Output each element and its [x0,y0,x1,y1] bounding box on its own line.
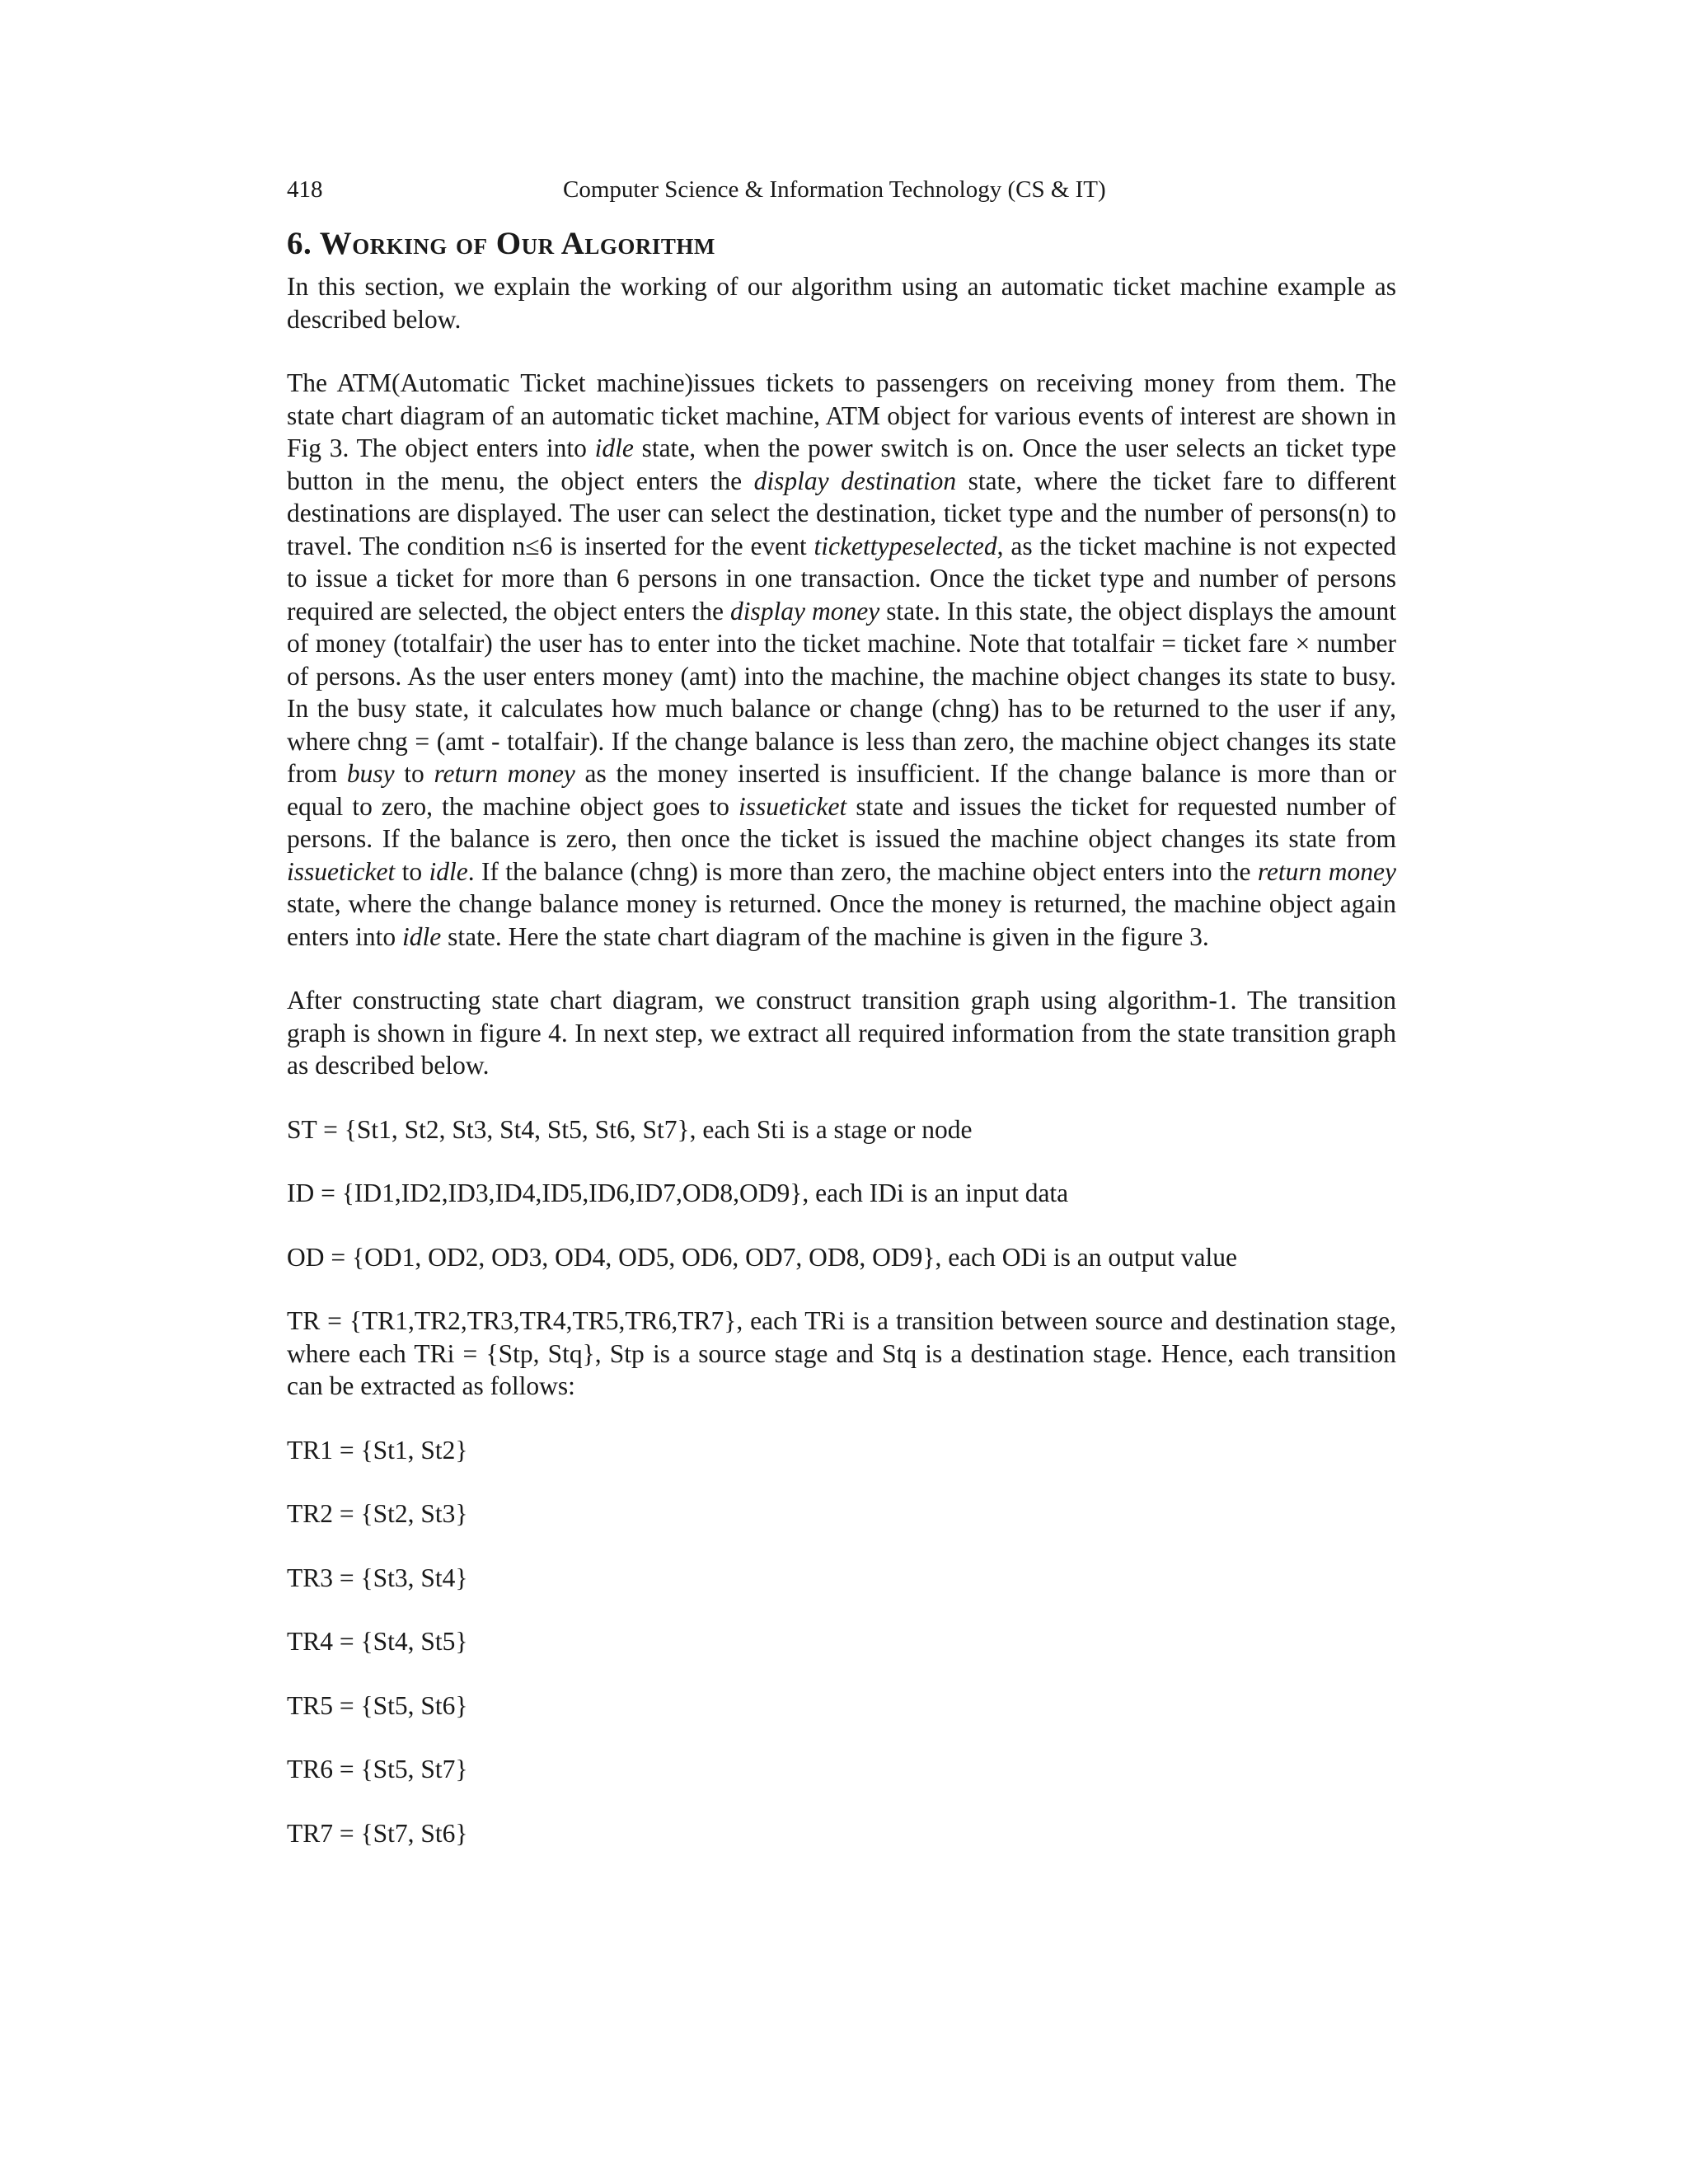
text-run: state, when the power switch is on. Once the user selects an ticket type button in the menu, the object enters the [287,434,1396,495]
italic-term: issueticket [738,791,847,821]
intro-paragraph: In this section, we explain the working of our algorithm using an automatic ticket machine example as described below. [287,272,1396,334]
page-number: 418 [287,176,323,203]
italic-term: idle [429,856,468,886]
atm-description-paragraph [287,367,1396,953]
italic-term: display destination [753,466,957,495]
running-header [287,165,1396,214]
text-run: state. Here the state chart diagram of the machine is given in the figure 3. [441,921,1209,951]
italic-term: return money [434,759,575,788]
section-heading: 6. Working of Our Algorithm [287,226,715,261]
text-run: as the money inserted is insufficient. If the change balance is more than or equal to zero, the machine object goes to [287,759,1397,821]
italic-term: idle [401,921,442,951]
transition-item: TR4 = {St4, St5} [287,1627,468,1656]
text-run: state and issues the ticket for requested number of persons. If the balance is zero, then once the ticket is issued the machine object changes its state from [287,791,1396,853]
italic-term: return money [1257,856,1396,886]
text-run: state, where the change balance money is returned. Once the money is returned, the machine object again enters into [287,889,1396,951]
journal-title: Computer Science & Information Technology (CS & IT) [563,176,1106,203]
transition-item: TR3 = {St3, St4} [287,1563,468,1592]
transition-item: TR5 = {St5, St6} [287,1690,468,1720]
text-run: to [395,856,429,886]
italic-term: tickettypeselected [814,531,997,560]
text-run: state. In this state, the object displays the amount of money (totalfair) the user has to enter into the ticket machine. Note that totalfair = ticket fare × number of persons. As the user enters money (amt) into the machine, the machine object changes its state to busy. In the busy state, it calculates how much balance or change (chng) has to be returned to the user if any, where chng = (amt - totalfair). If the change balance is less than zero, the machine object changes its state from [287,596,1396,788]
italic-term: busy [346,759,395,788]
text-run: state, where the ticket fare to different destinations are displayed. The user can select the destination, ticket type and the number of persons(n) to travel. The condition n≤6 is inserted for the event [287,466,1397,560]
tr-definition: TR = {TR1,TR2,TR3,TR4,TR5,TR6,TR7}, each TRi is a transition between source and destination stage, where each TRi = {Stp, Stq}, Stp is a source stage and Stq is a destination stage. Hence, each transition can be extracted as follows: [287,1306,1396,1400]
text-run: , as the ticket machine is not expected to issue a ticket for more than 6 persons in one transaction. Once the ticket type and number of persons required are selected, the object enters the [287,531,1396,626]
text-run: The ATM(Automatic Ticket machine)issues tickets to passengers on receiving money from them. The state chart diagram of an automatic ticket machine, ATM object for various events of interest are shown in Fig 3. The object enters into [287,368,1396,462]
od-definition: OD = {OD1, OD2, OD3, OD4, OD5, OD6, OD7, OD8, OD9}, each ODi is an output value [287,1242,1237,1272]
text-run: . If the balance (chng) is more than zero, the machine object enters into the [467,856,1258,886]
italic-term: display money [729,596,880,626]
italic-term: issueticket [287,856,396,886]
italic-term: idle [594,434,634,462]
paper-page [287,165,1396,1849]
transition-graph-paragraph: After constructing state chart diagram, we construct transition graph using algorithm-1. The transition graph is shown in figure 4. In next step, we extract all required information from the state transition graph as described below. [287,986,1396,1080]
st-definition: ST = {St1, St2, St3, St4, St5, St6, St7}, each Sti is a stage or node [287,1114,973,1144]
id-definition: ID = {ID1,ID2,ID3,ID4,ID5,ID6,ID7,OD8,OD9}, each IDi is an input data [287,1179,1069,1207]
text-run: to [394,759,434,788]
transition-item: TR1 = {St1, St2} [287,1435,468,1465]
transition-item: TR2 = {St2, St3} [287,1499,468,1528]
transition-item: TR6 = {St5, St7} [287,1755,468,1783]
transition-item: TR7 = {St7, St6} [287,1818,468,1848]
